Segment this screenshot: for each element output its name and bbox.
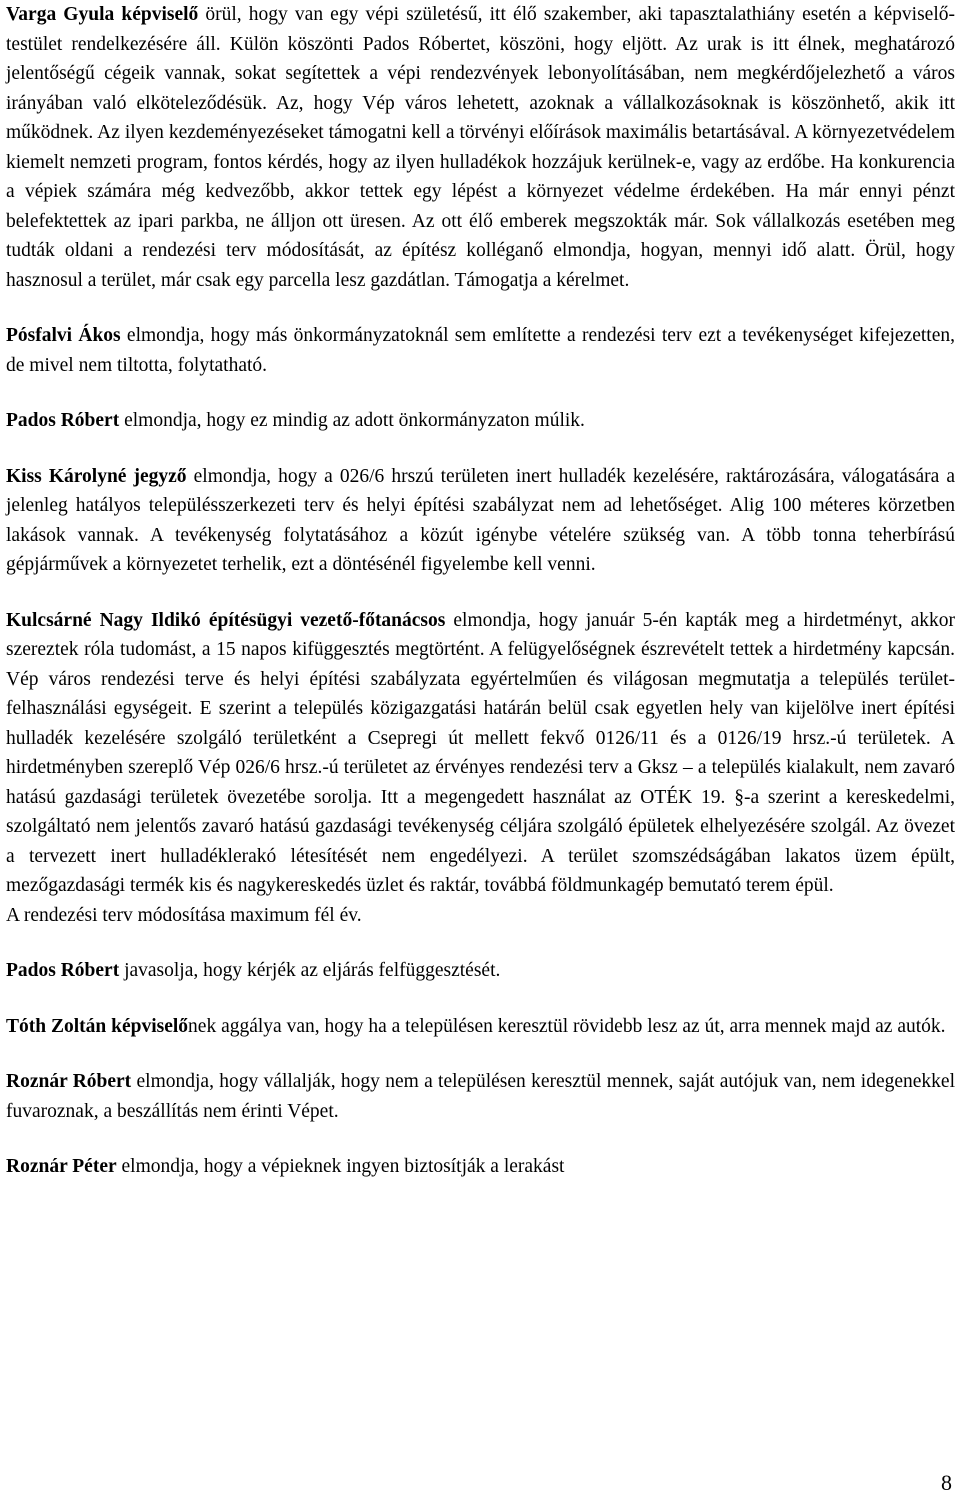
speaker-name: Kulcsárné Nagy Ildikó építésügyi vezető-főtanácsos (6, 609, 446, 631)
speaker-name: Roznár Róbert (6, 1071, 132, 1092)
paragraph-text: nek aggálya van, hogy ha a településen keresztül rövidebb lesz az út, arra mennek majd az autók. (188, 1015, 946, 1037)
paragraph-kiss-karolyne (6, 462, 955, 580)
paragraph-kulcsarne-nagy-ildiko (6, 606, 955, 931)
paragraph-text: javasolja, hogy kérjék az eljárás felfüggesztését. (119, 960, 501, 981)
speaker-name: Pados Róbert (6, 960, 120, 981)
speaker-name: Roznár Péter (6, 1156, 117, 1177)
speaker-name: Pados Róbert (6, 410, 120, 431)
paragraph-text: elmondja, hogy a vépieknek ingyen biztosítják a lerakást (116, 1156, 565, 1177)
paragraph-text: elmondja, hogy a 026/6 hrszú területen inert hulladék kezelésére, raktározására, válogatására a jelenleg hatályos településszerkezeti terv és helyi építési szabályzat nem ad lehetőséget. Alig 100 méteres körzetben lakások vannak. A tevékenység folytatásához a közút igénybe vételére szükség van. A több tonna teherbírású gépjárművek a környezetet terhelik, ezt a döntésénél figyelembe kell venni. (6, 465, 955, 575)
paragraph-text: örül, hogy van egy vépi születésű, itt élő szakember, aki tapasztalathiány esetén a képviselő-testület rendelkezésére áll. Külön köszönti Pados Róbertet, köszöni, hogy eljött. Az urak is itt élnek, meghatározó jelentőségű cégeik vannak, sokat segítettek a vépi rendezvények lebonyolításában, nem megkérdőjelezhető a város irányában való elköteleződésük. Az, hogy Vép város lehetett, azoknak a vállalkozásoknak is köszönhető, akik itt működnek. Az ilyen kezdeményezéseket támogatni kell a törvényi előírások maximális betartásával. A környezetvédelem kiemelt nemzeti program, fontos kérdés, hogy az ilyen hulladékok hozzájuk kerülnek-e, vagy az erdőbe. Ha konkurencia a vépiek számára még kedvezőbb, akkor tettek egy lépést a környezet védelme érdekében. Ha már ennyi pénzt belefektettek az ipari parkba, ne álljon ott üresen. Az ott élő emberek megszokták már. Sok vállalkozás esetében meg tudták oldani a rendezési terv módosítását, az építész kolléganő elmondja, hogyan, mennyi idő alatt. Örül, hogy hasznosul a terület, már csak egy parcella lesz gazdátlan. Támogatja a kérelmet. (6, 4, 955, 291)
speaker-name: Tóth Zoltán képviselő (6, 1015, 189, 1037)
page-number: 8 (941, 1470, 952, 1495)
paragraph-text: elmondja, hogy ez mindig az adott önkormányzaton múlik. (119, 410, 585, 431)
paragraph-posfalvi-akos (6, 321, 955, 380)
paragraph-pados-robert-1 (6, 406, 955, 436)
speaker-name: Pósfalvi Ákos (6, 325, 121, 346)
paragraph-text: elmondja, hogy január 5-én kapták meg a hirdetményt, akkor szereztek róla tudomást, a 15 napos kifüggesztés megtörtént. A felügyelőségnek észrevételt tettek a hirdetmény kapcsán. Vép város rendezési terve és helyi építési szabályzata egyértelműen és világosan megmutatja a település terület-felhasználási egységeit. E szerint a település közigazgatási határán belül csak egyetlen hely van kijelölve inert építési hulladék kezelésére szolgáló területként a Csepregi út mellett fekvő 0126/11 és a 0126/19 hrsz.-ú területek. A hirdetményben szereplő Vép 026/6 hrsz.-ú területet az érvényes rendezési terv a Gksz – a település kialakult, nem zavaró hatású gazdasági területek övezetébe sorolja. Itt a megengedett használat az OTÉK 19. §-a szerint a kereskedelmi, szolgáltató nem jelentős zavaró hatású gazdasági tevékenység céljára szolgáló épületek elhelyezésére szolgál. Az övezet a tervezett inert hulladéklerakó létesítését nem engedélyezi. A terület szomszédságában lakatos üzem épült, mezőgazdasági termék kis és nagykereskedés üzlet és raktár, továbbá földmunkagép bemutató terem épül. (6, 609, 956, 896)
paragraph-pados-robert-2 (6, 956, 955, 986)
paragraph-toth-zoltan (6, 1012, 955, 1042)
speaker-name: Kiss Károlyné jegyző (6, 465, 187, 487)
paragraph-roznar-robert (6, 1067, 955, 1126)
paragraph-varga-gyula (6, 0, 955, 295)
paragraph-text: elmondja, hogy vállalják, hogy nem a településen keresztül mennek, saját autójuk van, nem idegenekkel fuvaroznak, a beszállítás nem érinti Vépet. (6, 1071, 955, 1122)
paragraph-text: elmondja, hogy más önkormányzatoknál sem említette a rendezési terv ezt a tevékenységet kifejezetten, de mivel nem tiltotta, folytatható. (6, 325, 955, 376)
paragraph-roznar-peter (6, 1152, 955, 1182)
document-page (6, 0, 955, 1208)
speaker-name: Varga Gyula képviselő (6, 4, 199, 25)
paragraph-extra-line: A rendezési terv módosítása maximum fél év. (6, 904, 362, 926)
